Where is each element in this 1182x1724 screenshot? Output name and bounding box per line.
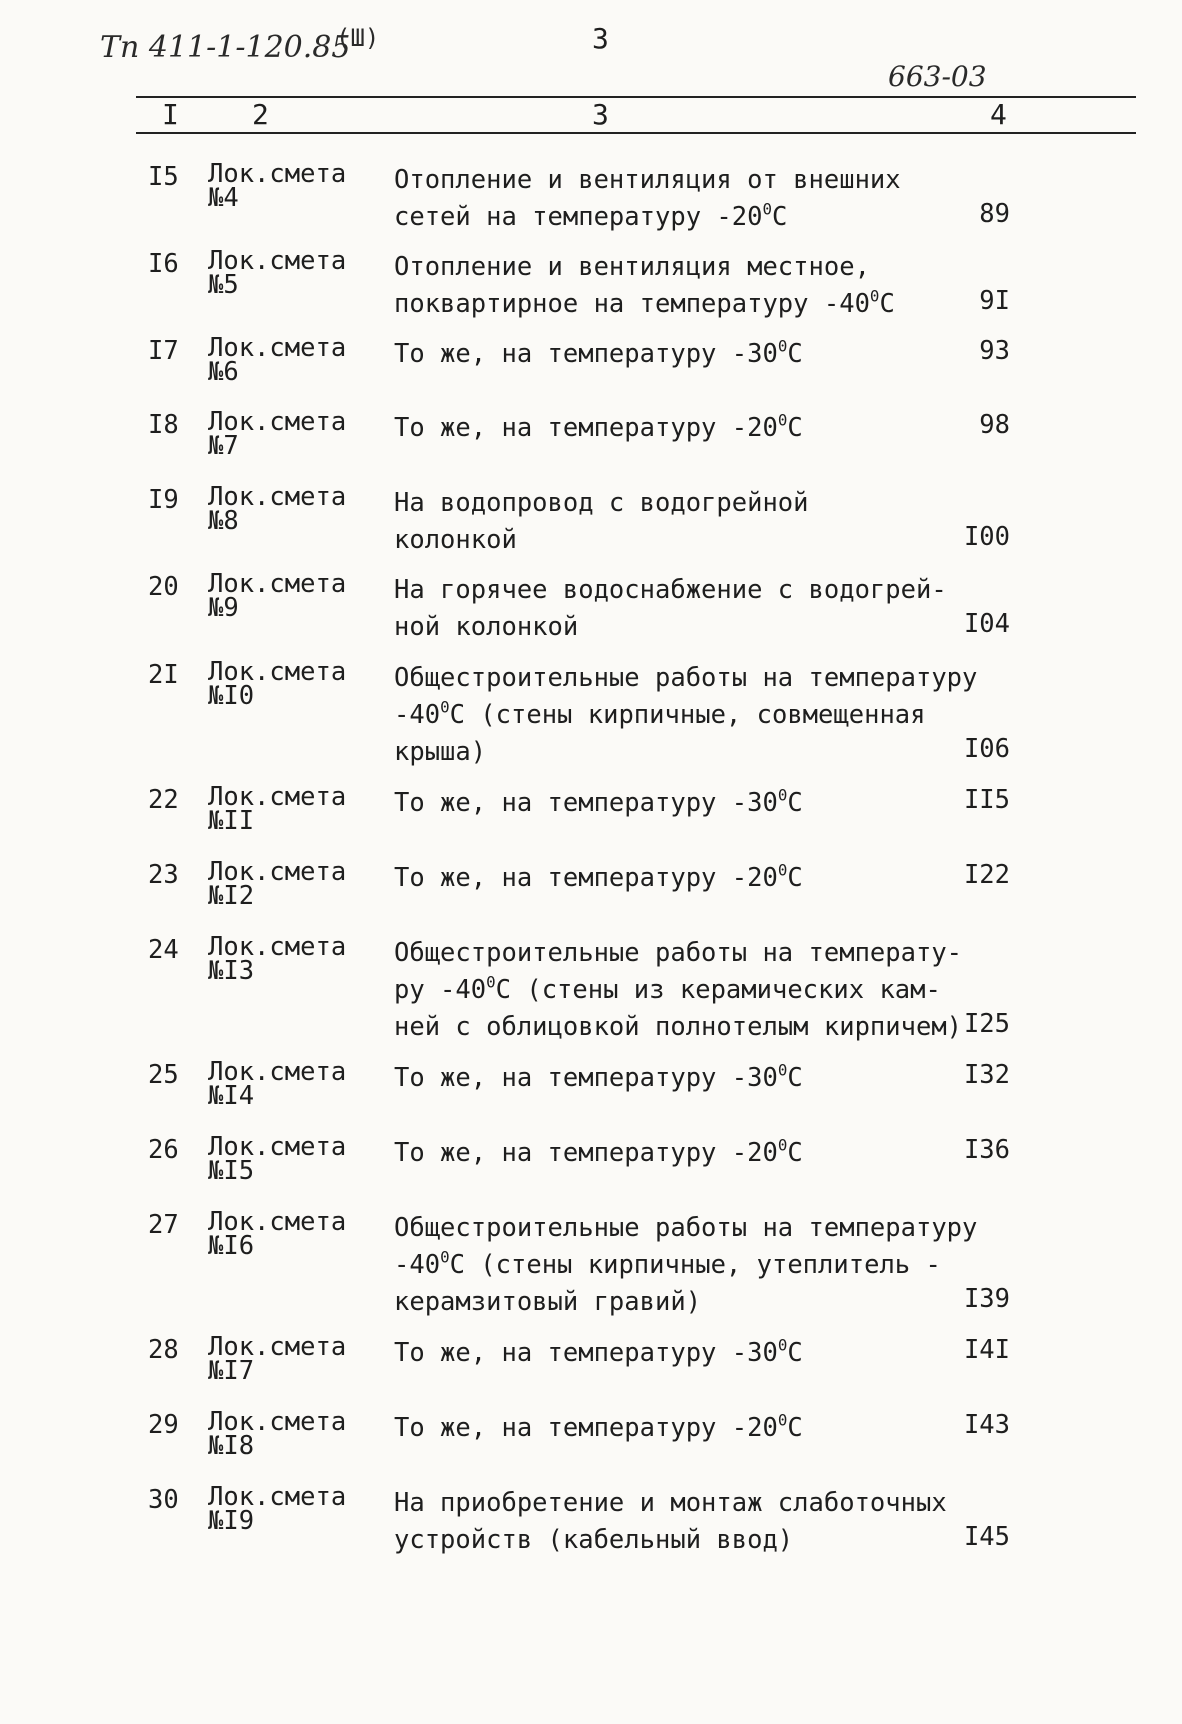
column-header-2: 2 [252, 98, 269, 131]
page-reference: I00 [963, 522, 1010, 552]
estimate-label: Лок.смета №4 [208, 159, 347, 213]
estimate-description: То же, на температуру $-30^0С$ [394, 1060, 803, 1093]
row-number: 26 [148, 1135, 179, 1165]
estimate-description: То же, на температуру $-20^0С$ [394, 410, 803, 443]
document-number: 663-03 [888, 60, 987, 93]
estimate-label: Лок.смета №I0 [208, 657, 347, 711]
estimate-label: Лок.смета №II [208, 782, 347, 836]
column-header-1: I [162, 98, 179, 131]
row-number: 30 [148, 1485, 179, 1515]
row-number: I9 [148, 485, 179, 515]
estimate-label: Лок.смета №9 [208, 569, 347, 623]
page-reference: 98 [979, 410, 1010, 440]
row-number: 25 [148, 1060, 179, 1090]
page-reference: I04 [963, 609, 1010, 639]
row-number: 27 [148, 1210, 179, 1240]
page-reference: I36 [963, 1135, 1010, 1165]
row-number: 29 [148, 1410, 179, 1440]
estimate-description: На горячее водоснабжение с водогрей- ной колонкой [394, 575, 947, 642]
row-number: 28 [148, 1335, 179, 1365]
estimate-description: Отопление и вентиляция местное, поквартирное на температуру $-40^0С$ [394, 252, 895, 319]
page-number: 3 [592, 22, 609, 55]
estimate-label: Лок.смета №I7 [208, 1332, 347, 1386]
sheet-mark: (Ш) [336, 24, 380, 52]
page-reference: 9I [979, 286, 1010, 316]
estimate-label: Лок.смета №I4 [208, 1057, 347, 1111]
page-reference: I32 [963, 1060, 1010, 1090]
page-reference: I39 [963, 1284, 1010, 1314]
row-number: 23 [148, 860, 179, 890]
row-number: 22 [148, 785, 179, 815]
estimate-description: Отопление и вентиляция от внешних сетей на температуру $-20^0С$ [394, 165, 901, 232]
estimate-description: То же, на температуру $-30^0С$ [394, 785, 803, 818]
estimate-description: То же, на температуру $-20^0С$ [394, 860, 803, 893]
estimate-description: То же, на температуру $-20^0С$ [394, 1410, 803, 1443]
estimate-description: То же, на температуру $-20^0С$ [394, 1135, 803, 1168]
page-reference: II5 [963, 785, 1010, 815]
estimate-label: Лок.смета №I6 [208, 1207, 347, 1261]
row-number: 2I [148, 660, 179, 690]
estimate-label: Лок.смета №5 [208, 246, 347, 300]
column-header-3: 3 [592, 98, 609, 131]
row-number: I8 [148, 410, 179, 440]
page-reference: I4I [963, 1335, 1010, 1365]
estimate-label: Лок.смета №I3 [208, 932, 347, 986]
estimate-description: На приобретение и монтаж слаботочных устройств (кабельный ввод) [394, 1488, 947, 1555]
estimate-label: Лок.смета №7 [208, 407, 347, 461]
estimate-label: Лок.смета №I8 [208, 1407, 347, 1461]
estimate-label: Лок.смета №I2 [208, 857, 347, 911]
estimate-label: Лок.смета №I9 [208, 1482, 347, 1536]
estimate-label: Лок.смета №8 [208, 482, 347, 536]
estimate-label: Лок.смета №I5 [208, 1132, 347, 1186]
estimate-description: То же, на температуру $-30^0С$ [394, 336, 803, 369]
estimate-description: То же, на температуру $-30^0С$ [394, 1335, 803, 1368]
row-number: I5 [148, 162, 179, 192]
page-reference: I22 [963, 860, 1010, 890]
estimate-description: Общестроительные работы на температуру $-40^0С$ (стены кирпичные, утеплитель - керамзитовый гравий) [394, 1213, 978, 1317]
estimate-description: Общестроительные работы на температуру $-40^0С$ (стены кирпичные, совмещенная крыша) [394, 663, 978, 767]
estimate-description: Общестроительные работы на температу- ру $-40^0С$ (стены из керамических кам- ней с облицовкой полнотелым кирпичем) [394, 938, 963, 1042]
page-reference: I43 [963, 1410, 1010, 1440]
page-reference: I45 [963, 1522, 1010, 1552]
row-number: I7 [148, 336, 179, 366]
column-header-4: 4 [990, 98, 1007, 131]
estimate-label: Лок.смета №6 [208, 333, 347, 387]
row-number: 24 [148, 935, 179, 965]
estimate-description: На водопровод с водогрейной колонкой [394, 488, 809, 555]
page-reference: I25 [963, 1009, 1010, 1039]
document-code: Тп 411-1-120.85 [100, 30, 351, 65]
page-reference: 93 [979, 336, 1010, 366]
page-reference: I06 [963, 734, 1010, 764]
row-number: 20 [148, 572, 179, 602]
page-reference: 89 [979, 199, 1010, 229]
row-number: I6 [148, 249, 179, 279]
